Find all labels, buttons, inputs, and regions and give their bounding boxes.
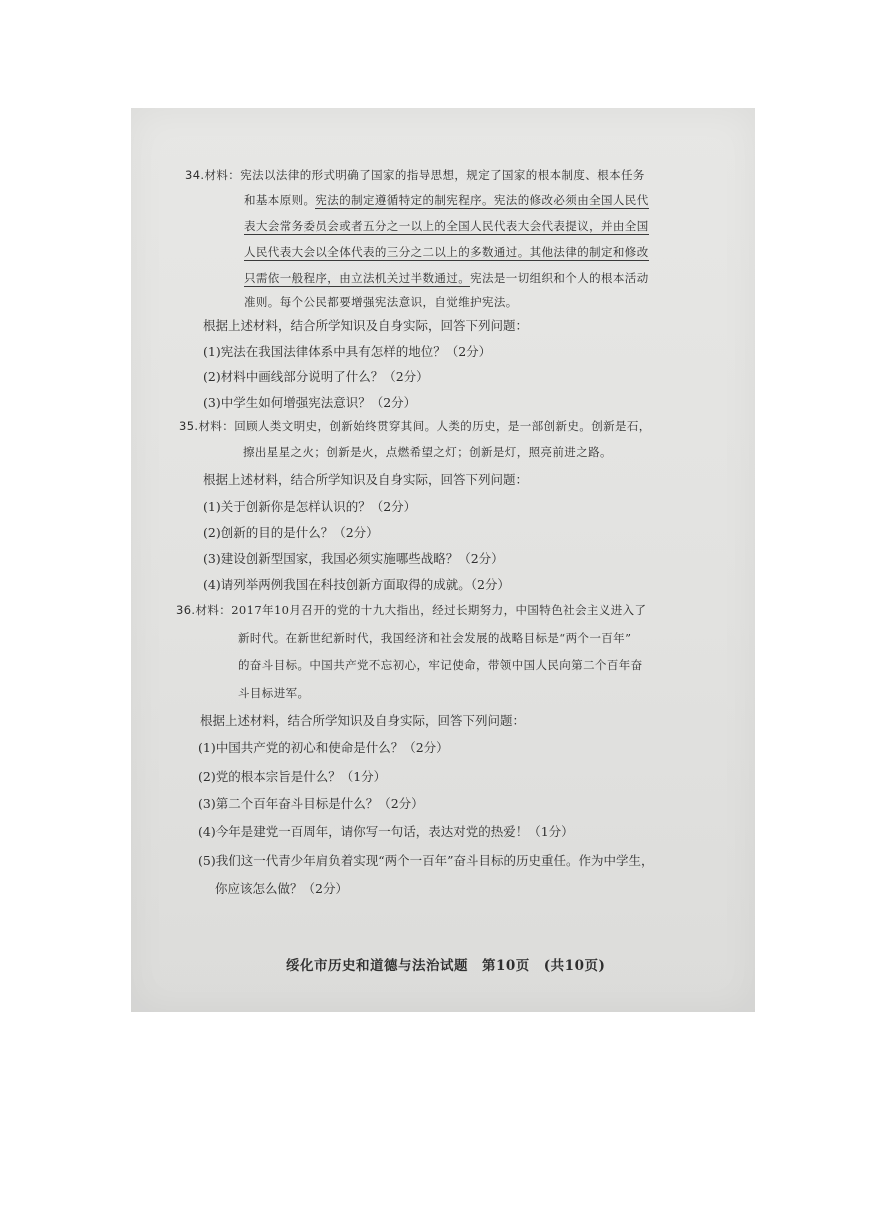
q35-header	[179, 418, 651, 434]
q36-material-line-3: 的奋斗目标。中国共产党不忘初心，牢记使命，带领中国人民向第二个百年奋	[238, 658, 643, 672]
underlined-text: 只需依一般程序，由立法机关过半数通过。	[244, 271, 471, 285]
q34-material-line-5: 只需依一般程序，由立法机关过半数通过。宪法是一切组织和个人的根本活动	[244, 271, 649, 285]
q34-material-line-6: 准则。每个公民都要增强宪法意识，自觉维护宪法。	[244, 295, 518, 309]
q36-number: 36.	[176, 603, 196, 617]
scanned-exam-page	[131, 108, 755, 1012]
q34-question-3: (3)中学生如何增强宪法意识？（2分）	[203, 395, 417, 410]
q36-material-line-1: 2017年10月召开的党的十九大指出，经过长期努力，中国特色社会主义进入了	[231, 603, 647, 617]
q36-material-line-4: 斗目标进军。	[238, 686, 310, 700]
q34-instruction: 根据上述材料，结合所学知识及自身实际，回答下列问题：	[203, 318, 529, 333]
q34-header	[185, 167, 645, 183]
q36-question-5: (5)我们这一代青少年肩负着实现“两个一百年”奋斗目标的历史重任。作为中学生，	[198, 853, 654, 868]
q34-material-line-4	[244, 244, 649, 260]
q36-question-3: (3)第二个百年奋斗目标是什么？（2分）	[198, 796, 424, 811]
q34-material-line-3	[244, 218, 649, 234]
q34-number: 34.	[185, 168, 205, 182]
q36-header	[176, 602, 646, 618]
q35-instruction: 根据上述材料，结合所学知识及自身实际，回答下列问题：	[203, 472, 529, 487]
q36-question-1: (1)中国共产党的初心和使命是什么？（2分）	[198, 740, 449, 755]
q35-material-line-1: 回顾人类文明史，创新始终贯穿其间。人类的历史，是一部创新史。创新是石，	[234, 419, 651, 433]
q34-question-1: (1)宪法在我国法律体系中具有怎样的地位？（2分）	[203, 344, 492, 359]
q35-question-2: (2)创新的目的是什么？（2分）	[203, 525, 379, 540]
q36-material-line-2: 新时代。在新世纪新时代，我国经济和社会发展的战略目标是“两个一百年”	[238, 631, 632, 645]
q35-material-line-2: 擦出星星之火；创新是火，点燃希望之灯；创新是灯，照亮前进之路。	[243, 445, 612, 459]
q35-question-1: (1)关于创新你是怎样认识的？（2分）	[203, 499, 417, 514]
underlined-text: 表大会常务委员会或者五分之一以上的全国人民代表大会代表提议，并由全国	[244, 219, 649, 233]
q34-question-2: (2)材料中画线部分说明了什么？（2分）	[203, 369, 429, 384]
q34-label: 材料：	[204, 168, 241, 182]
underlined-text: 宪法的制定遵循特定的制宪程序。宪法的修改必须由全国人民代	[315, 193, 649, 207]
page-footer: 绥化市历史和道德与法治试题 第10页 (共10页)	[286, 958, 606, 974]
q35-question-3: (3)建设创新型国家，我国必须实施哪些战略？（2分）	[203, 551, 504, 566]
q35-question-4: (4)请列举两例我国在科技创新方面取得的成就。（2分）	[203, 577, 510, 592]
underlined-text: 人民代表大会以全体代表的三分之二以上的多数通过。其他法律的制定和修改	[244, 245, 649, 259]
q36-question-4: (4)今年是建党一百周年，请你写一句话，表达对党的热爱！（1分）	[198, 824, 574, 839]
q36-question-2: (2)党的根本宗旨是什么？（1分）	[198, 769, 387, 784]
q35-number: 35.	[179, 419, 199, 433]
q35-label: 材料：	[198, 419, 235, 433]
q34-material-line-2: 和基本原则。宪法的制定遵循特定的制宪程序。宪法的修改必须由全国人民代	[244, 193, 649, 207]
q36-question-5-cont: 你应该怎么做？（2分）	[215, 881, 348, 896]
q36-label: 材料：	[195, 603, 232, 617]
q36-instruction: 根据上述材料，结合所学知识及自身实际，回答下列问题：	[200, 713, 526, 728]
q34-material-line-1: 宪法以法律的形式明确了国家的指导思想，规定了国家的根本制度、根本任务	[240, 168, 645, 182]
